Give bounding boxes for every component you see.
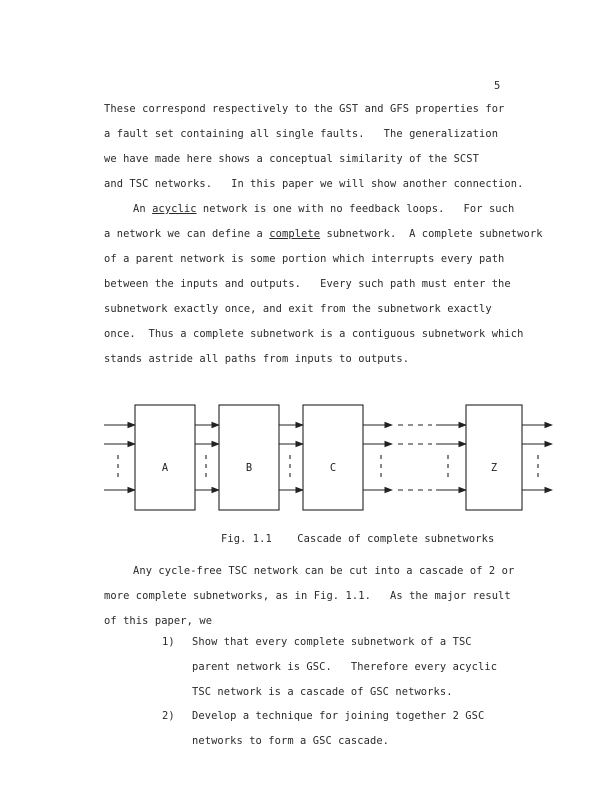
p3-line-3: of this paper, we: [104, 615, 213, 627]
list-item-1-line-3: TSC network is a cascade of GSC networks.: [192, 686, 453, 698]
p2-line-5: subnetwork exactly once, and exit from the subnetwork exactly: [104, 303, 492, 315]
block-a-label: A: [161, 462, 169, 474]
list-item-2-line-2: networks to form a GSC cascade.: [192, 735, 390, 747]
p2-line-4: between the inputs and outputs. Every such path must enter the: [104, 278, 511, 290]
term-acyclic: acyclic: [152, 203, 197, 215]
p2-line-2: a network we can define a complete subnetwork. A complete subnetwork: [104, 228, 543, 240]
p2-line-6: once. Thus a complete subnetwork is a contiguous subnetwork which: [104, 328, 524, 340]
list-item-2-line-1: Develop a technique for joining together 2 GSC: [192, 710, 485, 722]
block-z-box: [466, 405, 522, 510]
list-item-1-line-1: Show that every complete subnetwork of a TSC: [192, 636, 472, 648]
p1-line-2: a fault set containing all single faults. The generalization: [104, 128, 499, 140]
p3-line-2: more complete subnetworks, as in Fig. 1.1. As the major result: [104, 590, 511, 602]
block-b-box: [219, 405, 279, 510]
block-z-label: Z: [490, 462, 498, 474]
page-number: 5: [494, 80, 501, 92]
p1-line-3: we have made here shows a conceptual similarity of the SCST: [104, 153, 479, 165]
list-item-1-line-2: parent network is GSC. Therefore every acyclic: [192, 661, 498, 673]
list-item-1-number: 1): [162, 636, 175, 648]
block-c-label: C: [329, 462, 337, 474]
p1-line-1: These correspond respectively to the GST and GFS properties for: [104, 103, 505, 115]
block-a-box: [135, 405, 195, 510]
p3-line-1: Any cycle-free TSC network can be cut into a cascade of 2 or: [133, 565, 515, 577]
p2-line-3: of a parent network is some portion which interrupts every path: [104, 253, 505, 265]
term-complete: complete: [269, 228, 321, 240]
block-c-box: [303, 405, 363, 510]
p2-line-1: An acyclic network is one with no feedback loops. For such: [133, 203, 515, 215]
figure-caption: Fig. 1.1 Cascade of complete subnetworks: [221, 533, 495, 545]
list-item-2-number: 2): [162, 710, 175, 722]
p1-line-4: and TSC networks. In this paper we will show another connection.: [104, 178, 524, 190]
p2-line-7: stands astride all paths from inputs to outputs.: [104, 353, 410, 365]
block-b-label: B: [245, 462, 253, 474]
